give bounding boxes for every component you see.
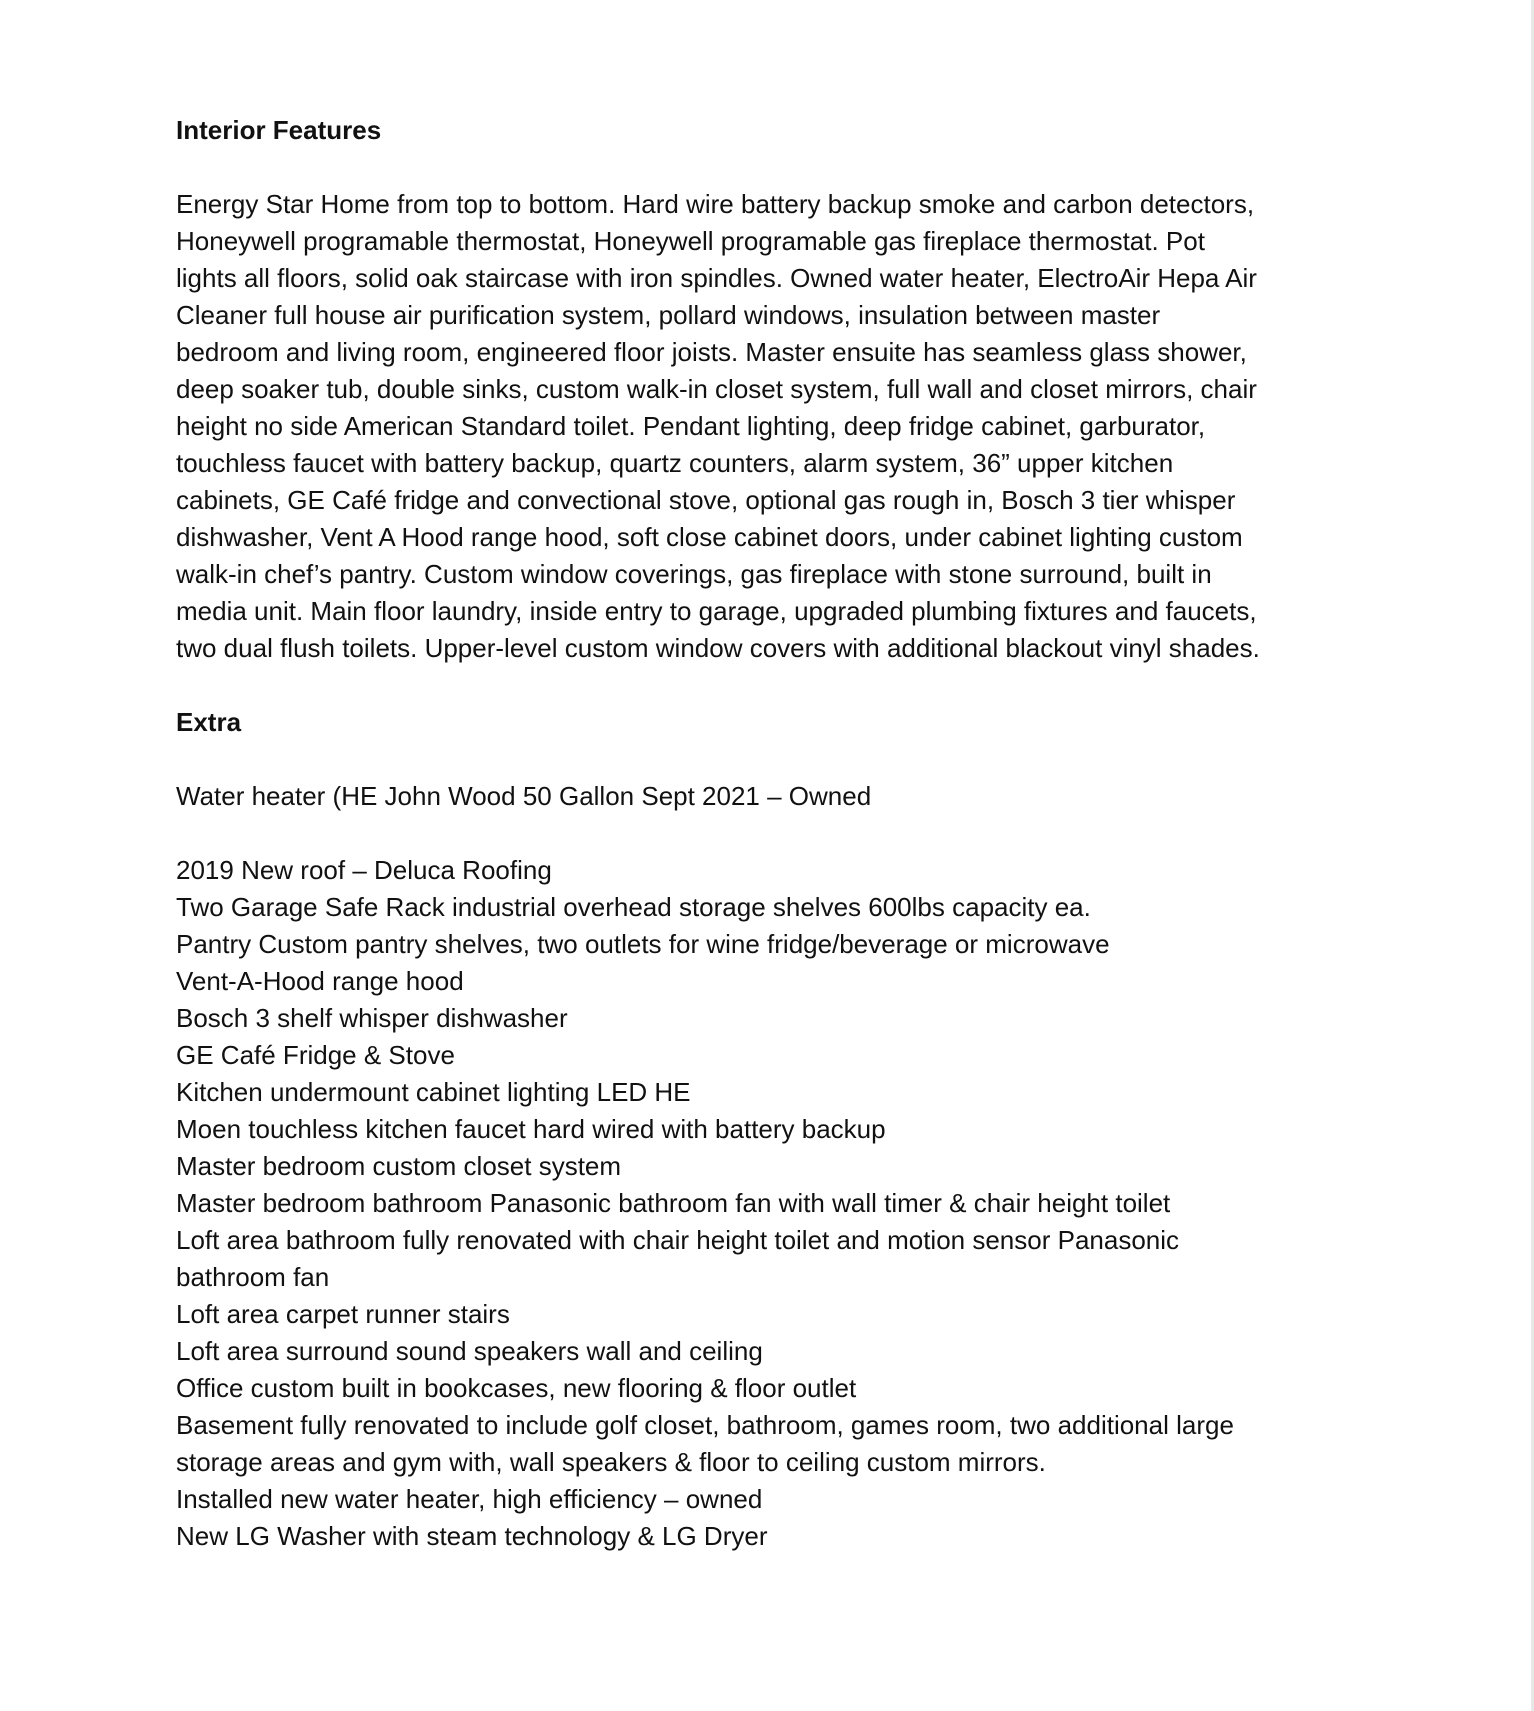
list-item: Loft area surround sound speakers wall and ceiling: [176, 1336, 763, 1366]
list-item: bathroom fan: [176, 1262, 330, 1292]
list-item: GE Café Fridge & Stove: [176, 1040, 455, 1070]
paragraph-line: Energy Star Home from top to bottom. Hard wire battery backup smoke and carbon detectors,: [176, 189, 1255, 219]
paragraph-line: bedroom and living room, engineered floor joists. Master ensuite has seamless glass shower,: [176, 337, 1247, 367]
interior-features-heading: Interior Features: [176, 115, 382, 145]
paragraph-line: two dual flush toilets. Upper-level custom window covers with additional blackout vinyl shades.: [176, 633, 1260, 663]
list-item: Master bedroom bathroom Panasonic bathroom fan with wall timer & chair height toilet: [176, 1188, 1171, 1218]
list-item: Master bedroom custom closet system: [176, 1151, 622, 1181]
paragraph-line: touchless faucet with battery backup, quartz counters, alarm system, 36” upper kitchen: [176, 448, 1174, 478]
paragraph-line: Cleaner full house air purification system, pollard windows, insulation between master: [176, 300, 1161, 330]
paragraph-line: dishwasher, Vent A Hood range hood, soft close cabinet doors, under cabinet lighting custom: [176, 522, 1243, 552]
paragraph-line: Honeywell programable thermostat, Honeywell programable gas fireplace thermostat. Pot: [176, 226, 1205, 256]
extra-heading: Extra: [176, 707, 242, 737]
list-item: Kitchen undermount cabinet lighting LED HE: [176, 1077, 691, 1107]
paragraph-line: media unit. Main floor laundry, inside entry to garage, upgraded plumbing fixtures and faucets,: [176, 596, 1257, 626]
list-item: Pantry Custom pantry shelves, two outlets for wine fridge/beverage or microwave: [176, 929, 1110, 959]
water-heater-line: Water heater (HE John Wood 50 Gallon Sept 2021 – Owned: [176, 781, 872, 811]
document-body: [176, 112, 1376, 1555]
list-item: Loft area bathroom fully renovated with chair height toilet and motion sensor Panasonic: [176, 1225, 1180, 1255]
paragraph-line: cabinets, GE Café fridge and convectional stove, optional gas rough in, Bosch 3 tier whisper: [176, 485, 1236, 515]
list-item: Installed new water heater, high efficiency – owned: [176, 1484, 763, 1514]
list-item: Basement fully renovated to include golf closet, bathroom, games room, two additional large: [176, 1410, 1234, 1440]
list-item: New LG Washer with steam technology & LG Dryer: [176, 1521, 768, 1551]
paragraph-line: walk-in chef’s pantry. Custom window coverings, gas fireplace with stone surround, built in: [176, 559, 1212, 589]
paragraph-line: height no side American Standard toilet. Pendant lighting, deep fridge cabinet, garburator,: [176, 411, 1206, 441]
list-item: Two Garage Safe Rack industrial overhead storage shelves 600lbs capacity ea.: [176, 892, 1091, 922]
list-item: storage areas and gym with, wall speakers & floor to ceiling custom mirrors.: [176, 1447, 1046, 1477]
list-item: Office custom built in bookcases, new flooring & floor outlet: [176, 1373, 857, 1403]
extra-items-list: [176, 852, 1376, 1555]
list-item: Moen touchless kitchen faucet hard wired with battery backup: [176, 1114, 886, 1144]
list-item: Vent-A-Hood range hood: [176, 966, 464, 996]
list-item: Loft area carpet runner stairs: [176, 1299, 510, 1329]
interior-features-paragraph: [176, 186, 1376, 667]
list-item: 2019 New roof – Deluca Roofing: [176, 855, 552, 885]
paragraph-line: deep soaker tub, double sinks, custom walk-in closet system, full wall and closet mirrors, chair: [176, 374, 1257, 404]
list-item: Bosch 3 shelf whisper dishwasher: [176, 1003, 568, 1033]
paragraph-line: lights all floors, solid oak staircase with iron spindles. Owned water heater, ElectroAir Hepa Air: [176, 263, 1257, 293]
